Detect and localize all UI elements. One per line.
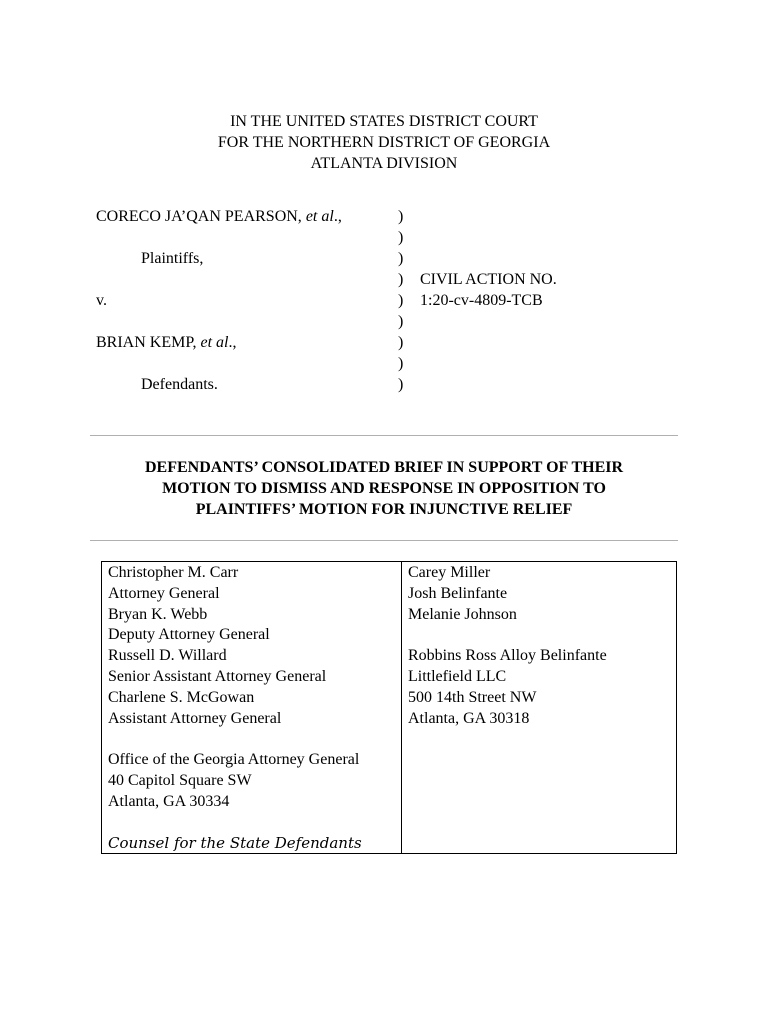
attorney-name: Russell D. Willard xyxy=(108,647,227,665)
plaintiff-line xyxy=(96,206,342,227)
attorney-name: Charlene S. McGowan xyxy=(108,688,255,706)
plaintiff-suffix: ., xyxy=(333,208,342,225)
court-header xyxy=(0,111,768,174)
defendant-name: BRIAN KEMP, xyxy=(96,334,197,351)
attorney-name: Carey Miller xyxy=(408,564,491,581)
caption-paren: ) xyxy=(398,208,404,225)
plaintiff-et-al: et al xyxy=(305,208,334,225)
court-division: ATLANTA DIVISION xyxy=(310,155,458,172)
caption-paren: ) xyxy=(398,313,404,330)
caption-paren: ) xyxy=(398,229,404,246)
case-number: 1:20-cv-4809-TCB xyxy=(420,292,543,309)
caption-paren: ) xyxy=(398,292,404,309)
plaintiff-role: Plaintiffs, xyxy=(141,250,204,267)
attorney-name: Josh Belinfante xyxy=(408,584,508,602)
firm-street: 500 14th Street NW xyxy=(408,688,537,706)
office-street: 40 Capitol Square SW xyxy=(108,771,252,789)
civil-action-label: CIVIL ACTION NO. xyxy=(420,271,557,288)
defendant-suffix: ., xyxy=(228,334,237,351)
document-title xyxy=(90,457,678,520)
defendant-line xyxy=(96,332,342,353)
bottom-divider xyxy=(90,540,678,541)
caption-paren: ) xyxy=(398,334,404,351)
counsel-for-note: Counsel for the State Defendants xyxy=(108,834,362,853)
counsel-right-column xyxy=(408,563,607,729)
top-divider xyxy=(90,435,678,436)
office-city: Atlanta, GA 30334 xyxy=(108,792,230,810)
caption-paren: ) xyxy=(398,271,404,288)
attorney-title: Assistant Attorney General xyxy=(108,709,282,727)
court-district: FOR THE NORTHERN DISTRICT OF GEORGIA xyxy=(217,134,551,151)
firm-name-cont: Littlefield LLC xyxy=(408,667,507,685)
office-name: Office of the Georgia Attorney General xyxy=(108,751,360,769)
title-line-2: MOTION TO DISMISS AND RESPONSE IN OPPOSITION TO xyxy=(162,480,606,497)
attorney-name: Christopher M. Carr xyxy=(108,564,239,581)
firm-name: Robbins Ross Alloy Belinfante xyxy=(408,647,607,665)
attorney-name: Melanie Johnson xyxy=(408,605,517,623)
versus: v. xyxy=(96,292,107,309)
counsel-left-column xyxy=(108,563,362,854)
civil-action-block xyxy=(420,269,557,311)
defendant-et-al: et al xyxy=(200,334,229,351)
attorney-title: Deputy Attorney General xyxy=(108,626,270,644)
title-line-3: PLAINTIFFS’ MOTION FOR INJUNCTIVE RELIEF xyxy=(195,501,573,518)
counsel-table-divider xyxy=(401,561,402,854)
attorney-title: Attorney General xyxy=(108,584,220,602)
case-caption-parties xyxy=(96,206,342,395)
firm-city: Atlanta, GA 30318 xyxy=(408,709,530,727)
plaintiff-name: CORECO JA’QAN PEARSON, xyxy=(96,208,302,225)
caption-paren: ) xyxy=(398,250,404,267)
attorney-name: Bryan K. Webb xyxy=(108,605,208,623)
caption-paren: ) xyxy=(398,355,404,372)
caption-paren-column xyxy=(398,206,403,395)
caption-paren: ) xyxy=(398,376,404,393)
title-line-1: DEFENDANTS’ CONSOLIDATED BRIEF IN SUPPORT OF THEIR xyxy=(144,459,624,476)
defendant-role: Defendants. xyxy=(141,376,218,393)
court-name: IN THE UNITED STATES DISTRICT COURT xyxy=(230,113,538,130)
attorney-title: Senior Assistant Attorney General xyxy=(108,667,327,685)
